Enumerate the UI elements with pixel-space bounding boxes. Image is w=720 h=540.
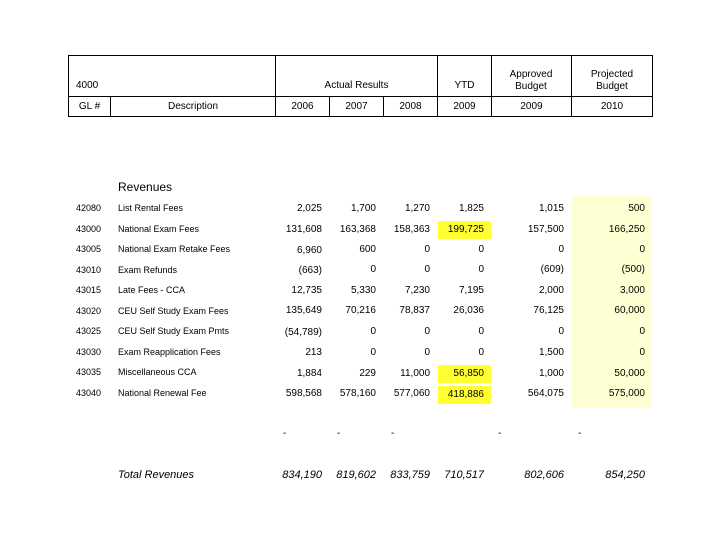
value-2006: 12,735: [291, 285, 322, 296]
value-2010-projected: 0: [639, 347, 645, 358]
value-2009-approved: 1,015: [538, 203, 564, 214]
dash-2006: -: [283, 428, 287, 439]
value-2006: 598,568: [285, 388, 322, 399]
approved-budget-heading: Approved Budget: [509, 69, 553, 92]
gl-code: 43015: [76, 285, 102, 295]
value-2007: 600: [359, 244, 376, 255]
row-description: CEU Self Study Exam Pmts: [118, 326, 230, 336]
header-right-border: [652, 55, 653, 117]
gl-code: 43020: [76, 306, 102, 316]
value-2010-projected: 0: [639, 244, 645, 255]
total-2006: 834,190: [282, 469, 322, 481]
value-2007: 1,700: [350, 203, 376, 214]
row-description: List Rental Fees: [118, 203, 184, 213]
value-2008: 7,230: [404, 285, 430, 296]
value-2007: 70,216: [345, 305, 376, 316]
total-2007: 819,602: [336, 469, 376, 481]
value-2006: 131,608: [285, 224, 322, 235]
value-2008: 158,363: [393, 224, 430, 235]
row-description: National Renewal Fee: [118, 388, 207, 398]
account-number: 4000: [76, 80, 99, 91]
value-2007: 0: [370, 264, 376, 275]
gl-code: 43040: [76, 388, 102, 398]
value-2007: 0: [370, 347, 376, 358]
value-2007: 5,330: [350, 285, 376, 296]
dash-2010-projected: -: [578, 428, 582, 439]
value-2007: 578,160: [339, 388, 376, 399]
value-2010-projected: (500): [621, 264, 645, 275]
value-2007: 0: [370, 326, 376, 337]
value-2008: 11,000: [400, 368, 430, 379]
ytd-heading: YTD: [454, 80, 475, 91]
value-2009-approved: 0: [558, 326, 564, 337]
value-2009-ytd: 56,850: [438, 365, 491, 383]
dash-2008: -: [391, 428, 395, 439]
value-2009-approved: 1,000: [538, 368, 564, 379]
year-2006: 2006: [291, 101, 314, 112]
value-2008: 1,270: [404, 203, 430, 214]
total-2008: 833,759: [390, 469, 430, 481]
value-2007: 229: [359, 368, 376, 379]
value-2008: 0: [424, 347, 430, 358]
value-2009-approved: 76,125: [533, 305, 564, 316]
value-2008: 577,060: [393, 388, 430, 399]
value-2008: 78,837: [399, 305, 430, 316]
value-2007: 163,368: [339, 224, 376, 235]
value-2009-ytd: 0: [478, 326, 484, 337]
description-heading: Description: [167, 101, 219, 112]
row-description: National Exam Fees: [118, 224, 200, 234]
value-2010-projected: 500: [628, 203, 645, 214]
value-2009-approved: 2,000: [538, 285, 564, 296]
value-2009-ytd: 0: [478, 347, 484, 358]
value-2008: 0: [424, 326, 430, 337]
year-2008: 2008: [399, 101, 422, 112]
row-description: CEU Self Study Exam Fees: [118, 306, 229, 316]
section-title: Revenues: [118, 180, 173, 194]
value-2006: 135,649: [285, 305, 322, 316]
value-2009-ytd: 7,195: [458, 285, 484, 296]
value-2009-approved: (609): [540, 264, 564, 275]
dash-2009-approved: -: [498, 428, 502, 439]
year-2009-approved: 2009: [520, 101, 543, 112]
value-2009-approved: 157,500: [527, 224, 564, 235]
header-top-border: [68, 55, 653, 56]
gl-code: 43035: [76, 367, 102, 377]
value-2010-projected: 60,000: [614, 305, 645, 316]
value-2009-approved: 564,075: [527, 388, 564, 399]
value-2009-ytd: 418,886: [438, 386, 491, 404]
value-2009-ytd: 26,036: [453, 305, 484, 316]
value-2010-projected: 0: [639, 326, 645, 337]
value-2006: 2,025: [296, 203, 322, 214]
gl-code: 43025: [76, 326, 102, 336]
value-2009-ytd: 199,725: [438, 221, 491, 239]
value-2010-projected: 50,000: [614, 368, 645, 379]
total-2009-approved: 802,606: [524, 469, 564, 481]
header-bottom-border: [68, 116, 653, 117]
dash-2007: -: [337, 428, 341, 439]
row-description: Late Fees - CCA: [118, 285, 186, 295]
total-2010-projected: 854,250: [605, 469, 645, 481]
value-2008: 0: [424, 264, 430, 275]
actual-results-heading: Actual Results: [324, 80, 389, 91]
year-2010-projected: 2010: [600, 101, 624, 112]
gl-heading: GL #: [78, 101, 101, 112]
value-2006: 213: [305, 347, 322, 358]
value-2009-ytd: 0: [478, 264, 484, 275]
gl-code: 43000: [76, 224, 102, 234]
header-mid-border: [68, 96, 653, 97]
projected-budget-heading: Projected Budget: [590, 69, 634, 92]
value-2008: 0: [424, 244, 430, 255]
value-2010-projected: 166,250: [608, 224, 645, 235]
value-2009-ytd: 0: [478, 244, 484, 255]
value-2006: (54,789): [284, 327, 322, 338]
value-2006: 6,960: [296, 245, 322, 256]
row-description: Miscellaneous CCA: [118, 367, 197, 377]
row-description: Exam Reapplication Fees: [118, 347, 221, 357]
total-2009-ytd: 710,517: [444, 469, 484, 481]
row-description: Exam Refunds: [118, 265, 178, 275]
gl-code: 43010: [76, 265, 102, 275]
gl-code: 43030: [76, 347, 102, 357]
value-2010-projected: 3,000: [619, 285, 645, 296]
value-2006: 1,884: [296, 368, 322, 379]
gl-code: 43005: [76, 244, 102, 254]
row-description: National Exam Retake Fees: [118, 244, 231, 254]
year-2007: 2007: [345, 101, 368, 112]
value-2009-approved: 0: [558, 244, 564, 255]
gl-code: 42080: [76, 203, 102, 213]
year-2009-ytd: 2009: [453, 101, 476, 112]
value-2006: (663): [298, 265, 322, 276]
value-2010-projected: 575,000: [608, 388, 645, 399]
value-2009-ytd: 1,825: [458, 203, 484, 214]
value-2009-approved: 1,500: [538, 347, 564, 358]
total-label: Total Revenues: [118, 469, 195, 481]
